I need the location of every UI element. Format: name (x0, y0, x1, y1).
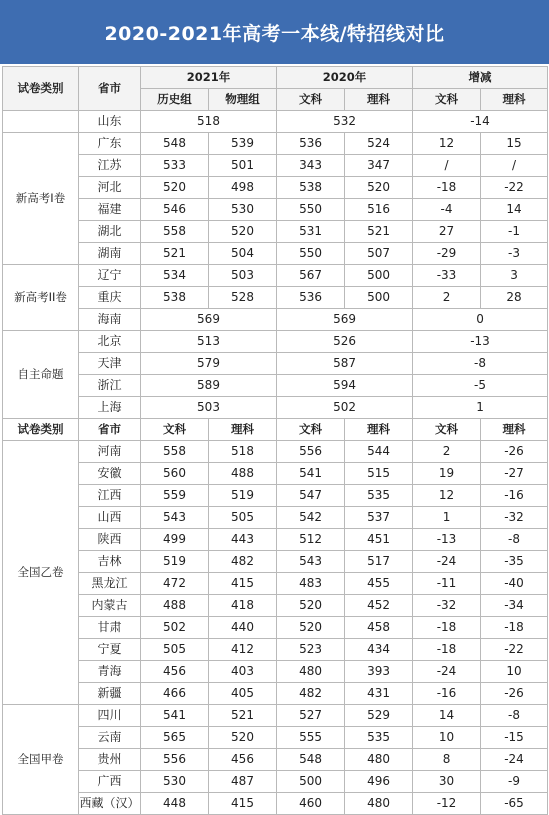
province-cell: 江苏 (79, 155, 141, 177)
physics-group-header: 物理组 (209, 89, 277, 111)
score-2020-science-cell: 521 (345, 221, 413, 243)
score-2020-science-cell: 517 (345, 551, 413, 573)
col-science-change: 理科 (481, 419, 548, 441)
score-2021-b-cell: 520 (209, 727, 277, 749)
score-2020-liberal-cell: 343 (277, 155, 345, 177)
score-2021-a-cell: 556 (141, 749, 209, 771)
score-2021-a-cell: 546 (141, 199, 209, 221)
score-2020-liberal-cell: 520 (277, 595, 345, 617)
score-2021-b-cell: 505 (209, 507, 277, 529)
score-2021-b-cell: 503 (209, 265, 277, 287)
score-2020-liberal-cell: 527 (277, 705, 345, 727)
province-header-2: 省市 (79, 419, 141, 441)
score-2021-cell: 503 (141, 397, 277, 419)
score-2021-b-cell: 520 (209, 221, 277, 243)
score-2021-a-cell: 502 (141, 617, 209, 639)
subheader-row (3, 419, 548, 441)
change-science-cell: 10 (481, 661, 548, 683)
change-science-cell: 28 (481, 287, 548, 309)
science-change-header: 理科 (481, 89, 548, 111)
score-2020-science-cell: 434 (345, 639, 413, 661)
score-2021-b-cell: 488 (209, 463, 277, 485)
province-cell: 陕西 (79, 529, 141, 551)
year-2020-header: 2020年 (277, 67, 413, 89)
score-2021-a-cell: 530 (141, 771, 209, 793)
score-2021-b-cell: 415 (209, 793, 277, 815)
score-2020-science-cell: 500 (345, 287, 413, 309)
category-cell: 自主命题 (3, 331, 79, 419)
score-2021-a-cell: 560 (141, 463, 209, 485)
change-liberal-cell: 12 (413, 133, 481, 155)
score-2021-a-cell: 558 (141, 441, 209, 463)
change-science-cell: 15 (481, 133, 548, 155)
score-2020-science-cell: 507 (345, 243, 413, 265)
table-row (3, 397, 548, 419)
score-2021-a-cell: 533 (141, 155, 209, 177)
change-science-cell: -27 (481, 463, 548, 485)
score-2020-liberal-cell: 536 (277, 287, 345, 309)
province-cell: 四川 (79, 705, 141, 727)
score-2021-a-cell: 559 (141, 485, 209, 507)
province-cell: 吉林 (79, 551, 141, 573)
liberal-2020-header: 文科 (277, 89, 345, 111)
change-science-cell: -35 (481, 551, 548, 573)
change-science-cell: 3 (481, 265, 548, 287)
history-group-header: 历史组 (141, 89, 209, 111)
province-cell: 山西 (79, 507, 141, 529)
change-liberal-cell: 1 (413, 507, 481, 529)
change-cell: -5 (413, 375, 548, 397)
score-2021-b-cell: 440 (209, 617, 277, 639)
score-2021-cell: 569 (141, 309, 277, 331)
change-liberal-cell: 30 (413, 771, 481, 793)
score-2021-b-cell: 504 (209, 243, 277, 265)
score-2020-liberal-cell: 460 (277, 793, 345, 815)
score-2020-liberal-cell: 523 (277, 639, 345, 661)
change-liberal-cell: -29 (413, 243, 481, 265)
table-row (3, 529, 548, 551)
province-cell: 宁夏 (79, 639, 141, 661)
score-2020-science-cell: 524 (345, 133, 413, 155)
change-liberal-cell: / (413, 155, 481, 177)
score-2020-liberal-cell: 480 (277, 661, 345, 683)
score-2020-cell: 569 (277, 309, 413, 331)
score-2021-a-cell: 538 (141, 287, 209, 309)
change-liberal-cell: 8 (413, 749, 481, 771)
score-2020-science-cell: 458 (345, 617, 413, 639)
col-science-2020: 理科 (345, 419, 413, 441)
province-cell: 甘肃 (79, 617, 141, 639)
table-row (3, 683, 548, 705)
table-row (3, 353, 548, 375)
table-row (3, 705, 548, 727)
province-cell: 湖南 (79, 243, 141, 265)
change-cell: -13 (413, 331, 548, 353)
table-row (3, 573, 548, 595)
table-row (3, 111, 548, 133)
page-title: 2020-2021年高考一本线/特招线对比 (0, 0, 549, 64)
table-row (3, 309, 548, 331)
change-science-cell: -32 (481, 507, 548, 529)
score-2021-a-cell: 520 (141, 177, 209, 199)
table-row (3, 221, 548, 243)
score-2020-science-cell: 455 (345, 573, 413, 595)
score-2021-b-cell: 498 (209, 177, 277, 199)
score-2021-b-cell: 443 (209, 529, 277, 551)
score-2021-b-cell: 528 (209, 287, 277, 309)
change-liberal-cell: -16 (413, 683, 481, 705)
province-cell: 浙江 (79, 375, 141, 397)
score-2021-a-cell: 519 (141, 551, 209, 573)
score-comparison-table (2, 66, 548, 815)
change-science-cell: -26 (481, 683, 548, 705)
change-liberal-cell: 2 (413, 287, 481, 309)
category-cell: 新高考I卷 (3, 133, 79, 265)
change-science-cell: -1 (481, 221, 548, 243)
score-2021-a-cell: 466 (141, 683, 209, 705)
score-2020-liberal-cell: 482 (277, 683, 345, 705)
score-2020-liberal-cell: 520 (277, 617, 345, 639)
province-cell: 河南 (79, 441, 141, 463)
col-liberal-2020: 文科 (277, 419, 345, 441)
score-2020-science-cell: 535 (345, 727, 413, 749)
score-2021-a-cell: 565 (141, 727, 209, 749)
province-cell: 天津 (79, 353, 141, 375)
score-2020-liberal-cell: 541 (277, 463, 345, 485)
table-body-national-exam (3, 441, 548, 815)
change-header: 增减 (413, 67, 548, 89)
province-cell: 上海 (79, 397, 141, 419)
score-2020-liberal-cell: 555 (277, 727, 345, 749)
province-cell: 广西 (79, 771, 141, 793)
change-cell: 0 (413, 309, 548, 331)
table-row (3, 199, 548, 221)
province-cell: 云南 (79, 727, 141, 749)
score-2021-a-cell: 548 (141, 133, 209, 155)
score-2020-science-cell: 451 (345, 529, 413, 551)
change-science-cell: -34 (481, 595, 548, 617)
score-2021-b-cell: 405 (209, 683, 277, 705)
table-row (3, 133, 548, 155)
province-cell: 贵州 (79, 749, 141, 771)
province-cell: 河北 (79, 177, 141, 199)
change-liberal-cell: 27 (413, 221, 481, 243)
table-row (3, 661, 548, 683)
table-row (3, 463, 548, 485)
province-cell: 西藏（汉） (79, 793, 141, 815)
change-science-cell: -24 (481, 749, 548, 771)
province-cell: 内蒙古 (79, 595, 141, 617)
table-row (3, 771, 548, 793)
score-2021-b-cell: 487 (209, 771, 277, 793)
score-2021-b-cell: 418 (209, 595, 277, 617)
change-liberal-cell: 2 (413, 441, 481, 463)
province-cell: 辽宁 (79, 265, 141, 287)
change-liberal-cell: -18 (413, 639, 481, 661)
change-science-cell: -8 (481, 705, 548, 727)
change-liberal-cell: -11 (413, 573, 481, 595)
change-science-cell: -8 (481, 529, 548, 551)
score-2020-liberal-cell: 550 (277, 243, 345, 265)
change-liberal-cell: -18 (413, 177, 481, 199)
table-row (3, 441, 548, 463)
table-row (3, 639, 548, 661)
score-2021-cell: 513 (141, 331, 277, 353)
score-2020-science-cell: 537 (345, 507, 413, 529)
category-header: 试卷类别 (3, 67, 79, 111)
score-2021-a-cell: 472 (141, 573, 209, 595)
score-2021-b-cell: 456 (209, 749, 277, 771)
table-row (3, 507, 548, 529)
score-2021-a-cell: 543 (141, 507, 209, 529)
score-2020-cell: 526 (277, 331, 413, 353)
col-liberal-change: 文科 (413, 419, 481, 441)
change-liberal-cell: -4 (413, 199, 481, 221)
change-cell: -8 (413, 353, 548, 375)
change-liberal-cell: -12 (413, 793, 481, 815)
change-liberal-cell: 12 (413, 485, 481, 507)
score-2021-b-cell: 521 (209, 705, 277, 727)
score-2021-a-cell: 534 (141, 265, 209, 287)
score-2021-b-cell: 412 (209, 639, 277, 661)
score-2020-science-cell: 452 (345, 595, 413, 617)
score-2020-science-cell: 480 (345, 793, 413, 815)
category-cell (3, 111, 79, 133)
score-2020-liberal-cell: 548 (277, 749, 345, 771)
score-2020-science-cell: 480 (345, 749, 413, 771)
score-2021-a-cell: 456 (141, 661, 209, 683)
table-row (3, 177, 548, 199)
province-cell: 北京 (79, 331, 141, 353)
table-row (3, 617, 548, 639)
score-2021-a-cell: 488 (141, 595, 209, 617)
score-2020-liberal-cell: 542 (277, 507, 345, 529)
science-2020-header: 理科 (345, 89, 413, 111)
province-cell: 福建 (79, 199, 141, 221)
change-liberal-cell: 14 (413, 705, 481, 727)
score-2021-cell: 579 (141, 353, 277, 375)
change-science-cell: -15 (481, 727, 548, 749)
score-2021-a-cell: 448 (141, 793, 209, 815)
score-2021-b-cell: 519 (209, 485, 277, 507)
table-row (3, 793, 548, 815)
table-row (3, 727, 548, 749)
score-2020-science-cell: 393 (345, 661, 413, 683)
score-2020-liberal-cell: 547 (277, 485, 345, 507)
change-science-cell: -9 (481, 771, 548, 793)
score-2021-b-cell: 530 (209, 199, 277, 221)
change-liberal-cell: -18 (413, 617, 481, 639)
province-cell: 黑龙江 (79, 573, 141, 595)
province-cell: 广东 (79, 133, 141, 155)
change-science-cell: -22 (481, 639, 548, 661)
score-2020-liberal-cell: 543 (277, 551, 345, 573)
score-2020-science-cell: 520 (345, 177, 413, 199)
change-liberal-cell: 10 (413, 727, 481, 749)
col-liberal-2021: 文科 (141, 419, 209, 441)
score-2021-a-cell: 558 (141, 221, 209, 243)
province-cell: 江西 (79, 485, 141, 507)
province-cell: 山东 (79, 111, 141, 133)
score-2020-liberal-cell: 483 (277, 573, 345, 595)
score-2021-b-cell: 539 (209, 133, 277, 155)
score-2021-a-cell: 505 (141, 639, 209, 661)
province-cell: 湖北 (79, 221, 141, 243)
score-2020-science-cell: 535 (345, 485, 413, 507)
year-2021-header: 2021年 (141, 67, 277, 89)
change-liberal-cell: -13 (413, 529, 481, 551)
category-cell: 全国乙卷 (3, 441, 79, 705)
change-science-cell: -16 (481, 485, 548, 507)
change-cell: 1 (413, 397, 548, 419)
table-row (3, 749, 548, 771)
change-liberal-cell: -24 (413, 551, 481, 573)
category-cell: 全国甲卷 (3, 705, 79, 815)
table-row (3, 551, 548, 573)
change-science-cell: -40 (481, 573, 548, 595)
score-2020-liberal-cell: 536 (277, 133, 345, 155)
score-2020-science-cell: 500 (345, 265, 413, 287)
liberal-change-header: 文科 (413, 89, 481, 111)
score-2020-liberal-cell: 538 (277, 177, 345, 199)
table-row (3, 243, 548, 265)
change-science-cell: -22 (481, 177, 548, 199)
score-2020-liberal-cell: 556 (277, 441, 345, 463)
table-row (3, 265, 548, 287)
score-2020-liberal-cell: 512 (277, 529, 345, 551)
score-2021-b-cell: 415 (209, 573, 277, 595)
score-2020-science-cell: 529 (345, 705, 413, 727)
score-2020-liberal-cell: 550 (277, 199, 345, 221)
change-science-cell: -3 (481, 243, 548, 265)
table-body-new-exam (3, 111, 548, 419)
table-row (3, 375, 548, 397)
change-science-cell: -65 (481, 793, 548, 815)
change-liberal-cell: 19 (413, 463, 481, 485)
score-2020-liberal-cell: 500 (277, 771, 345, 793)
table-row (3, 287, 548, 309)
col-science-2021: 理科 (209, 419, 277, 441)
table-row (3, 595, 548, 617)
score-2020-science-cell: 515 (345, 463, 413, 485)
change-science-cell: -18 (481, 617, 548, 639)
change-cell: -14 (413, 111, 548, 133)
province-cell: 海南 (79, 309, 141, 331)
change-liberal-cell: -32 (413, 595, 481, 617)
score-2020-science-cell: 544 (345, 441, 413, 463)
province-cell: 重庆 (79, 287, 141, 309)
province-cell: 安徽 (79, 463, 141, 485)
score-2021-a-cell: 499 (141, 529, 209, 551)
score-2021-b-cell: 403 (209, 661, 277, 683)
table-row (3, 155, 548, 177)
score-2020-science-cell: 431 (345, 683, 413, 705)
score-2021-cell: 518 (141, 111, 277, 133)
province-cell: 新疆 (79, 683, 141, 705)
score-2021-b-cell: 518 (209, 441, 277, 463)
score-2021-b-cell: 482 (209, 551, 277, 573)
score-2020-science-cell: 347 (345, 155, 413, 177)
table-row (3, 331, 548, 353)
table-row (3, 485, 548, 507)
score-2020-cell: 502 (277, 397, 413, 419)
score-2021-a-cell: 541 (141, 705, 209, 727)
score-2021-a-cell: 521 (141, 243, 209, 265)
change-science-cell: 14 (481, 199, 548, 221)
score-2020-science-cell: 516 (345, 199, 413, 221)
score-2020-cell: 594 (277, 375, 413, 397)
score-2021-b-cell: 501 (209, 155, 277, 177)
category-header-2: 试卷类别 (3, 419, 79, 441)
change-liberal-cell: -24 (413, 661, 481, 683)
province-cell: 青海 (79, 661, 141, 683)
score-2020-liberal-cell: 531 (277, 221, 345, 243)
change-science-cell: / (481, 155, 548, 177)
change-liberal-cell: -33 (413, 265, 481, 287)
category-cell: 新高考II卷 (3, 265, 79, 331)
score-2020-cell: 532 (277, 111, 413, 133)
score-2020-liberal-cell: 567 (277, 265, 345, 287)
province-header: 省市 (79, 67, 141, 111)
score-2020-science-cell: 496 (345, 771, 413, 793)
score-2020-cell: 587 (277, 353, 413, 375)
change-science-cell: -26 (481, 441, 548, 463)
score-2021-cell: 589 (141, 375, 277, 397)
